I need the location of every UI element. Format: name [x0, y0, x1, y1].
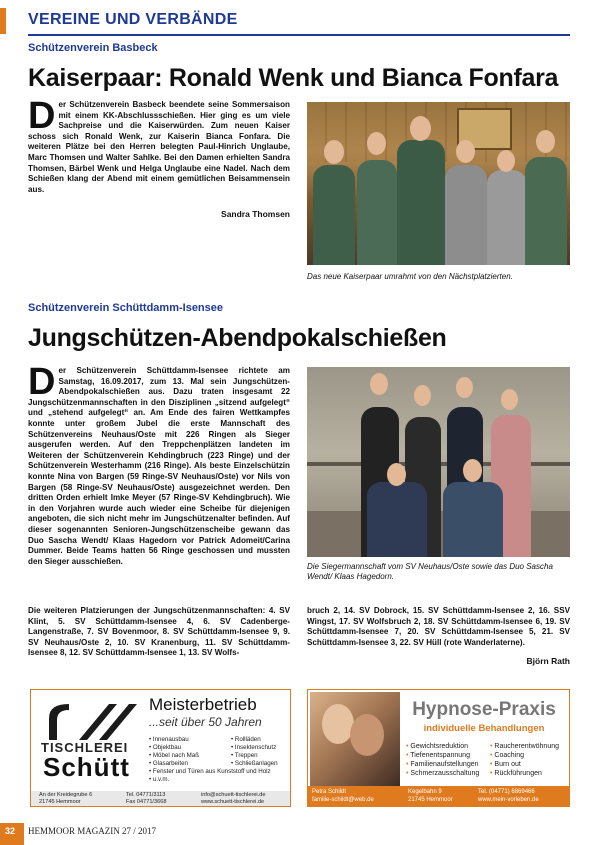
article2-photo: [307, 367, 570, 557]
tischlerei-subline: ...seit über 50 Jahren: [149, 715, 262, 729]
hypnose-contact: [308, 786, 569, 806]
service-item: • Treppen: [231, 752, 291, 760]
hypnose-subtitle: individuelle Behandlungen: [423, 723, 545, 734]
article1-body: [28, 95, 290, 195]
service-item: • Glasarbeiten: [149, 760, 231, 768]
tischlerei-headline: Meisterbetrieb: [149, 695, 257, 714]
article1-kicker: Schützenverein Basbeck: [28, 42, 158, 54]
service-item: • Rückführungen: [490, 769, 568, 778]
service-item: • Fenster und Türen aus Kunststoff und Holz: [149, 768, 289, 776]
hypnose-name-email[interactable]: Petra Schildt familie-schildt@web.de: [312, 789, 374, 803]
article1-caption: Das neue Kaiserpaar umrahmt von den Nächstplatzierten.: [307, 272, 513, 281]
service-item: • Möbel nach Maß: [149, 752, 231, 760]
service-item: • Coaching: [490, 751, 568, 760]
tischlerei-phone[interactable]: Tel. 04771/3113 Fax 04771/3668: [126, 792, 167, 805]
magazine-name: HEMMOOR MAGAZIN 27 / 2017: [28, 826, 156, 836]
section-accent-bar: [0, 8, 6, 34]
service-item: • Burn out: [490, 760, 568, 769]
tischlerei-logo-mark: [39, 700, 139, 742]
article1-headline: Kaiserpaar: Ronald Wenk und Bianca Fonfara: [28, 64, 559, 92]
article2-dropcap: D: [28, 361, 56, 403]
tischlerei-name: Schütt: [43, 752, 130, 782]
tischlerei-online[interactable]: info@schuett-tischlerei.de www.schuett-tischlerei.de: [201, 792, 266, 805]
article1-dropcap: D: [28, 95, 56, 137]
hypnose-title: Hypnose-Praxis: [412, 699, 556, 720]
article1-author: Sandra Thomsen: [221, 209, 290, 219]
article2-kicker: Schützenverein Schüttdamm-Isensee: [28, 302, 224, 314]
hypnose-items-left: [406, 742, 496, 778]
article2-body-bottom-right: bruch 2, 14. SV Dobrock, 15. SV Schüttdamm-Isensee 2, 16. SSV Wingst, 17. SV Wolfsbruch 2, 18. SV Schüttdamm-Isensee 6, 19. SV Schüttdamm-Isensee 7, 20. SV Schüttdamm-Isensee 5, 21. SV Schüttdamm-Isensee 3, 22. SV Hüll (rote Wanderlaterne).: [307, 606, 570, 647]
article2-caption: Die Siegermannschaft vom SV Neuhaus/Oste sowie das Duo Sascha Wendt/ Klaas Hagedorn.: [307, 562, 553, 581]
article2-body-bottom-left: Die weiteren Platzierungen der Jungschützenmannschaften: 4. SV Klint, 5. SV Schüttdamm-Isensee 4, 6. SV Cadenberge-Langenstraße, 7. SV Bovenmoor, 8. SV Schüttdamm-Isensee 9, 9. SV Neuhaus/Oste 2, 10. SV Kranenburg, 11. SV Schüttdamm-Isensee 8, 12. SV Schüttdamm-Isensee 1, 13. SV Wolfs-: [28, 606, 290, 658]
service-item: • u.v.m.: [149, 776, 231, 784]
tischlerei-services-right: [231, 736, 291, 768]
tischlerei-ad[interactable]: [30, 689, 291, 807]
hypnose-photo: [310, 692, 400, 788]
service-item: • Rollläden: [231, 736, 291, 744]
service-item: • Objektbau: [149, 744, 231, 752]
service-item: • Familienaufstellungen: [406, 760, 496, 769]
hypnose-items-right: [490, 742, 568, 778]
service-item: • Gewichtsreduktion: [406, 742, 496, 751]
section-rule: [28, 34, 570, 36]
page-number: 32: [5, 826, 16, 836]
service-item: • Schmerzausschaltung: [406, 769, 496, 778]
tischlerei-address: An der Kreidegrube 6 21745 Hemmoor: [39, 792, 93, 805]
hypnose-ad[interactable]: [307, 689, 570, 807]
tischlerei-label: TISCHLEREI: [41, 740, 129, 755]
hypnose-phone-web[interactable]: Tel. (04771) 6869466 www.mein-vorleben.de: [478, 789, 539, 803]
article1-body-text: er Schützenverein Basbeck beendete seine Sommersaison mit einem KK-Abschlussschießen. Hier ging es um viele Sachpreise und die Kaiserwürden. Zum neuen Kaiser schoss sich Ronald Wenk, zur Kaiserin Bianca Fonfara. Die weiteren Plätze bei den Herren belegten Paul-Hinrich Unglaube, Marc Thomsen und Walter Sahlke. Bei den Damen erhielten Sandra Thomsen, Bärbel Wenk und Helga Unglaube eine Nadel. Nach dem Schießen klang der Abend mit einem gemütlichen Beisammensein aus.: [28, 100, 290, 194]
service-item: • Raucherentwöhnung: [490, 742, 568, 751]
article2-author: Björn Rath: [526, 656, 570, 666]
tischlerei-contact: [31, 791, 290, 806]
hypnose-address: Kegelbahn 9 21745 Hemmoor: [408, 789, 453, 803]
article2-headline: Jungschützen-Abendpokalschießen: [28, 324, 447, 352]
service-item: • Tiefenentspannung: [406, 751, 496, 760]
article2-body-text: er Schützenverein Schüttdamm-Isensee richtete am Samstag, 16.09.2017, zum 13. Mal sein Jungschützen-Abendpokalschießen aus. Dazu traten insgesamt 22 Jungschützenmannschaften in den Disziplinen „sitzend aufgelegt“ und „stehend aufgelegt“ an. Am Ende des fairen Wettkampfes konnte unter großem Jubel die erste Mannschaft des Schützenvereins Neuhaus/Oste mit 226 Ringen als Sieger ausgerufen werden. Auf den Treppchenplätzen landeten im Weiteren der Schützenverein Kehdingbruch (223 Ringe) und der Schützenverein Westerhamm (216 Ringe). Als beste Einzelschützin konnte Nina von Bargen (59 Ringe-SV Neuhaus/Oste) vor Nils von Bargen (58 Ringe-SV Neuhaus/Oste) ausgezeichnet werden. Den dritten Orden erhielt Imke Meyer (57 Ringe-SV Kehdingbruch). Wie in den Vorjahren wurde auch wieder eine Scheibe für diejenigen angeboten, die sich nicht mehr im Jungschützenalter befinden. Auf dieser sogenannten Senioren-Jungschützenscheibe gewann das Duo Sascha Wendt/ Klaas Hagedorn vor Patrick Adomeit/Carina Dummer. Beide Teams hatten 56 Ringe geschossen und mussten den Sieger ausschießen.: [28, 366, 290, 566]
article1-photo: [307, 102, 570, 265]
service-item: • Innenausbau: [149, 736, 231, 744]
service-item: • Schließanlagen: [231, 760, 291, 768]
section-title: VEREINE UND VERBÄNDE: [28, 11, 238, 28]
article2-body: [28, 361, 290, 567]
service-item: • Insektenschutz: [231, 744, 291, 752]
